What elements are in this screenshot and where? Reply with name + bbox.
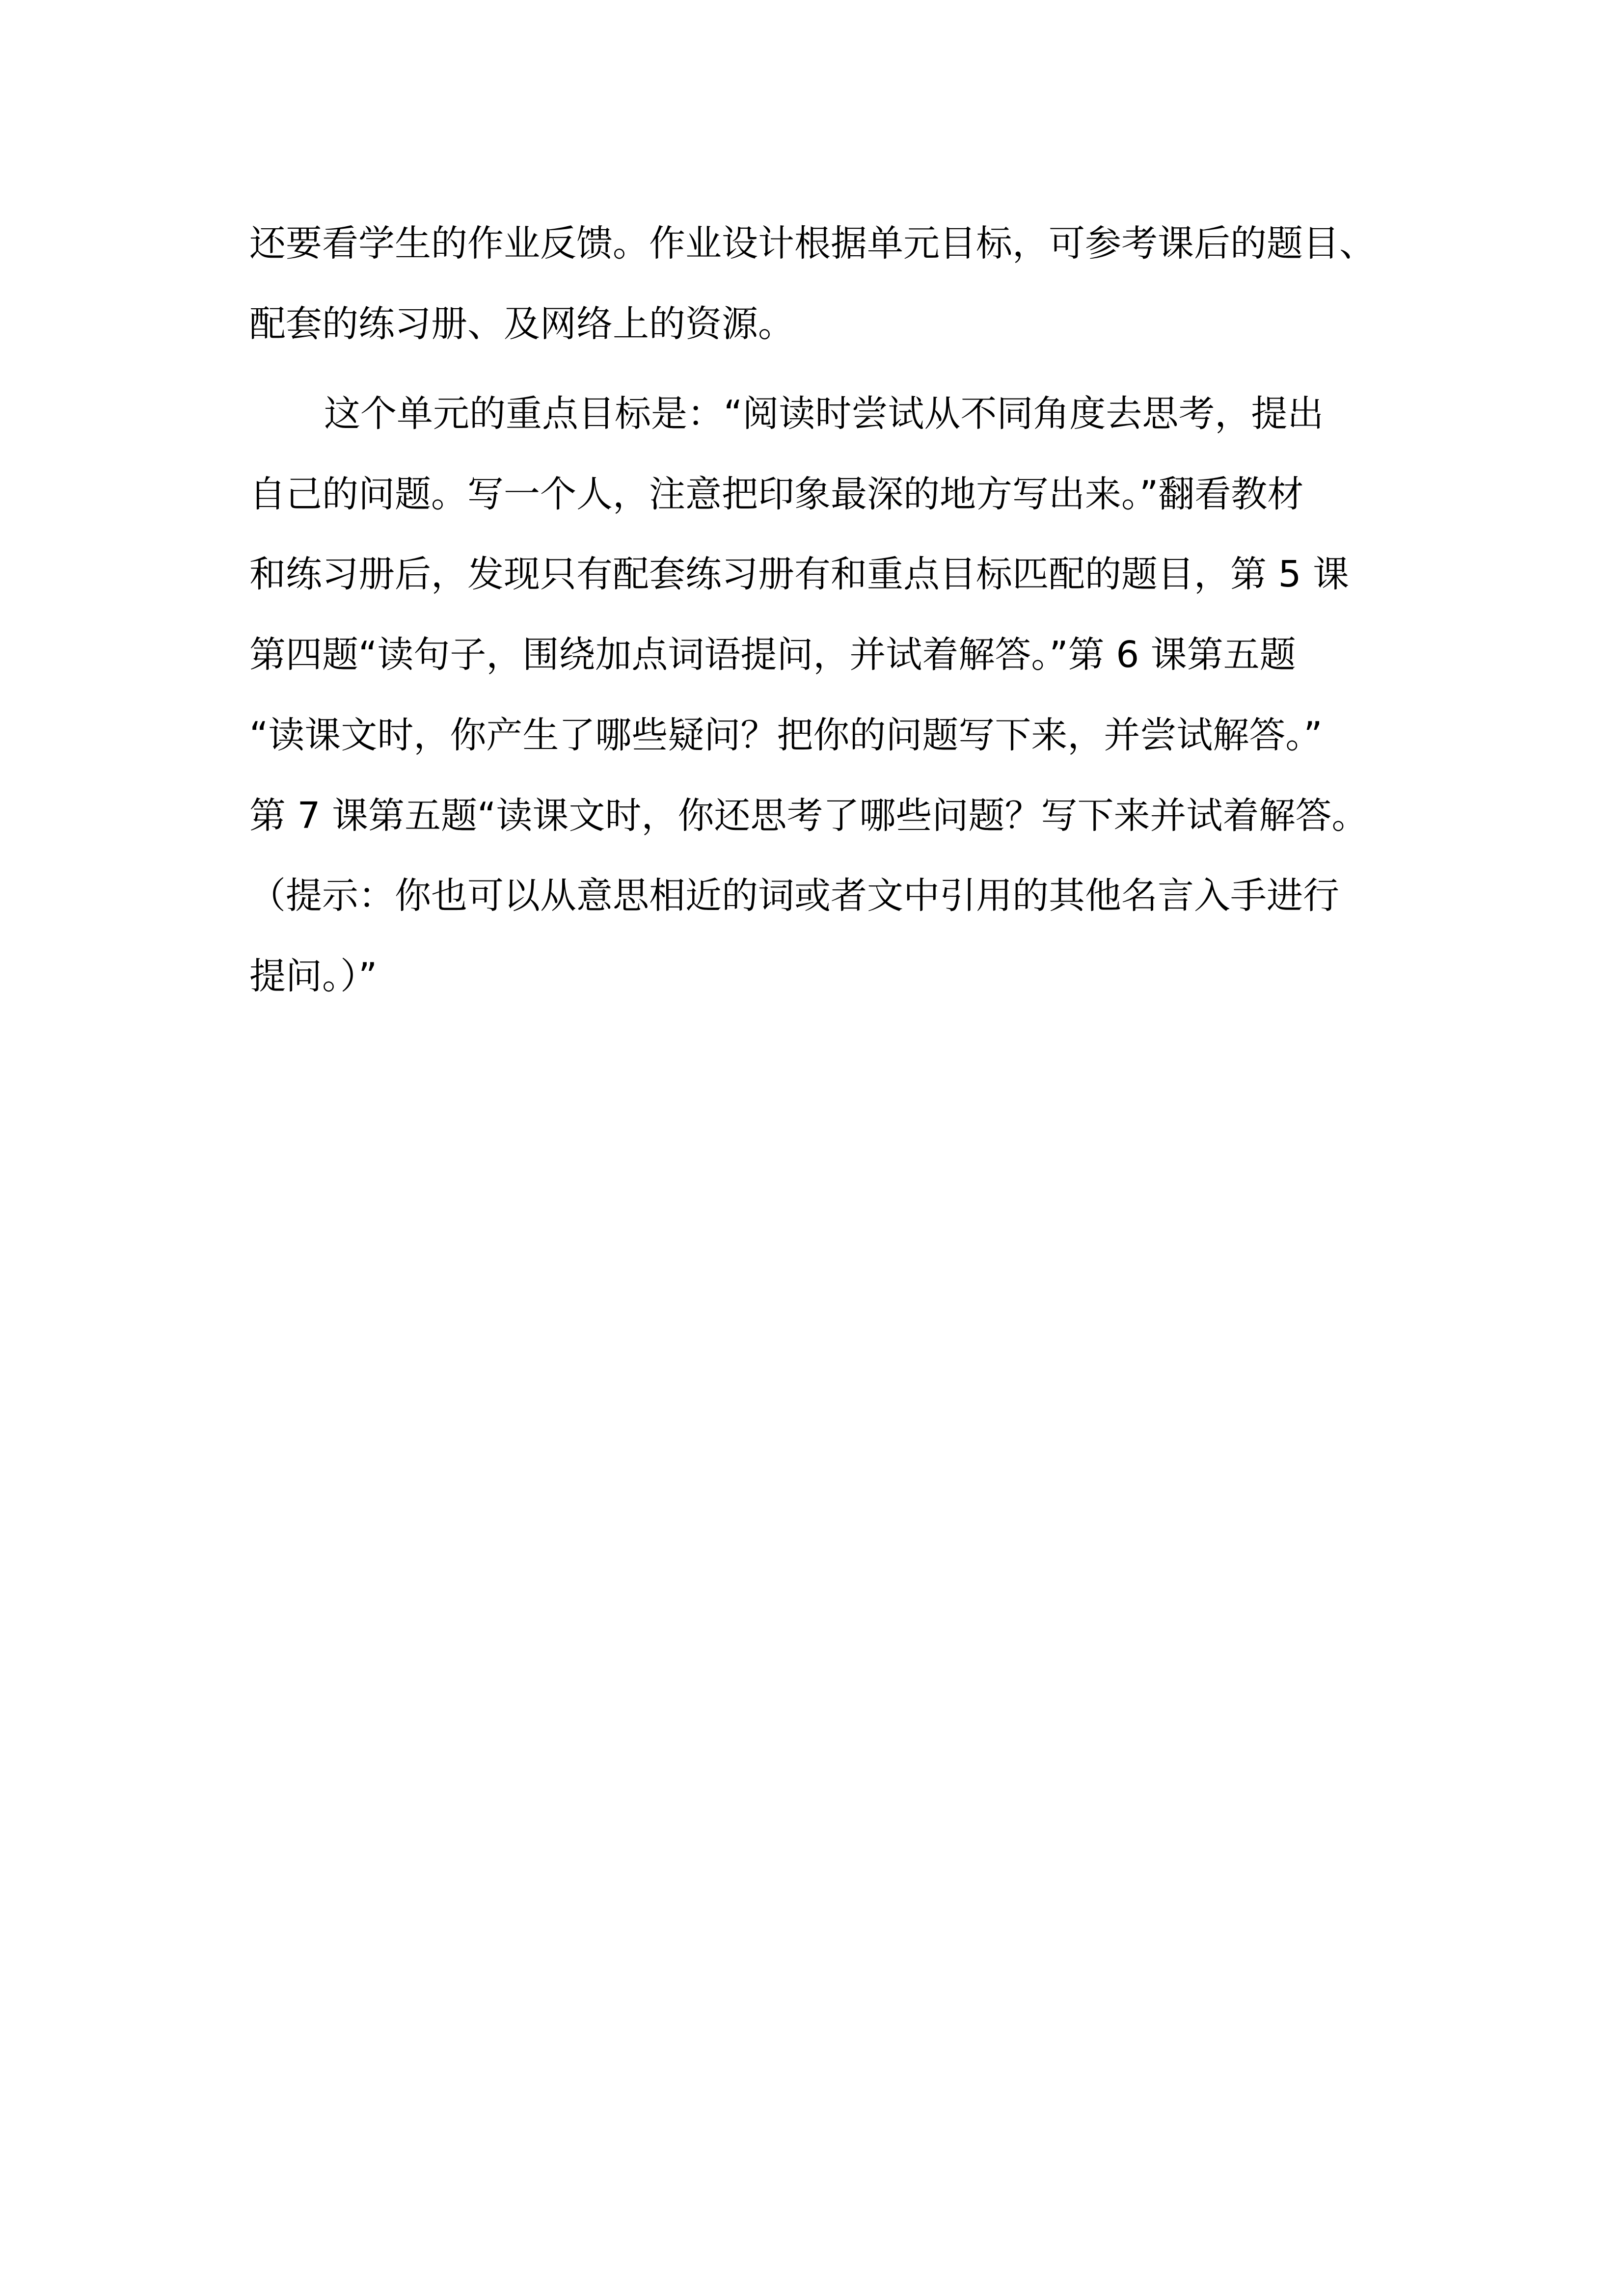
text-line: 和练习册后，发现只有配套练习册有和重点目标匹配的题目，第 5 课	[249, 553, 1350, 595]
text-line: （提示：你也可以从意思相近的词或者文中引用的其他名言入手进行	[249, 875, 1339, 917]
text-line: 第 7 课第五题“读课文时，你还思考了哪些问题？写下来并试着解答。	[249, 795, 1368, 837]
text-line: 自己的问题。写一个人，注意把印象最深的地方写出来。”翻看教材	[249, 473, 1304, 515]
text-line: 配套的练习册、及网络上的资源。	[249, 303, 794, 345]
text-line: 第四题“读句子，围绕加点词语提问，并试着解答。”第 6 课第五题	[249, 634, 1296, 676]
text-line: 提问。）”	[249, 955, 378, 997]
text-line: 还要看学生的作业反馈。作业设计根据单元目标，可参考课后的题目、	[249, 222, 1376, 265]
paragraph-start-line: 这个单元的重点目标是：“阅读时尝试从不同角度去思考，提出	[324, 393, 1324, 435]
text-line: “读课文时，你产生了哪些疑问？把你的问题写下来，并尝试解答。”	[249, 714, 1323, 756]
